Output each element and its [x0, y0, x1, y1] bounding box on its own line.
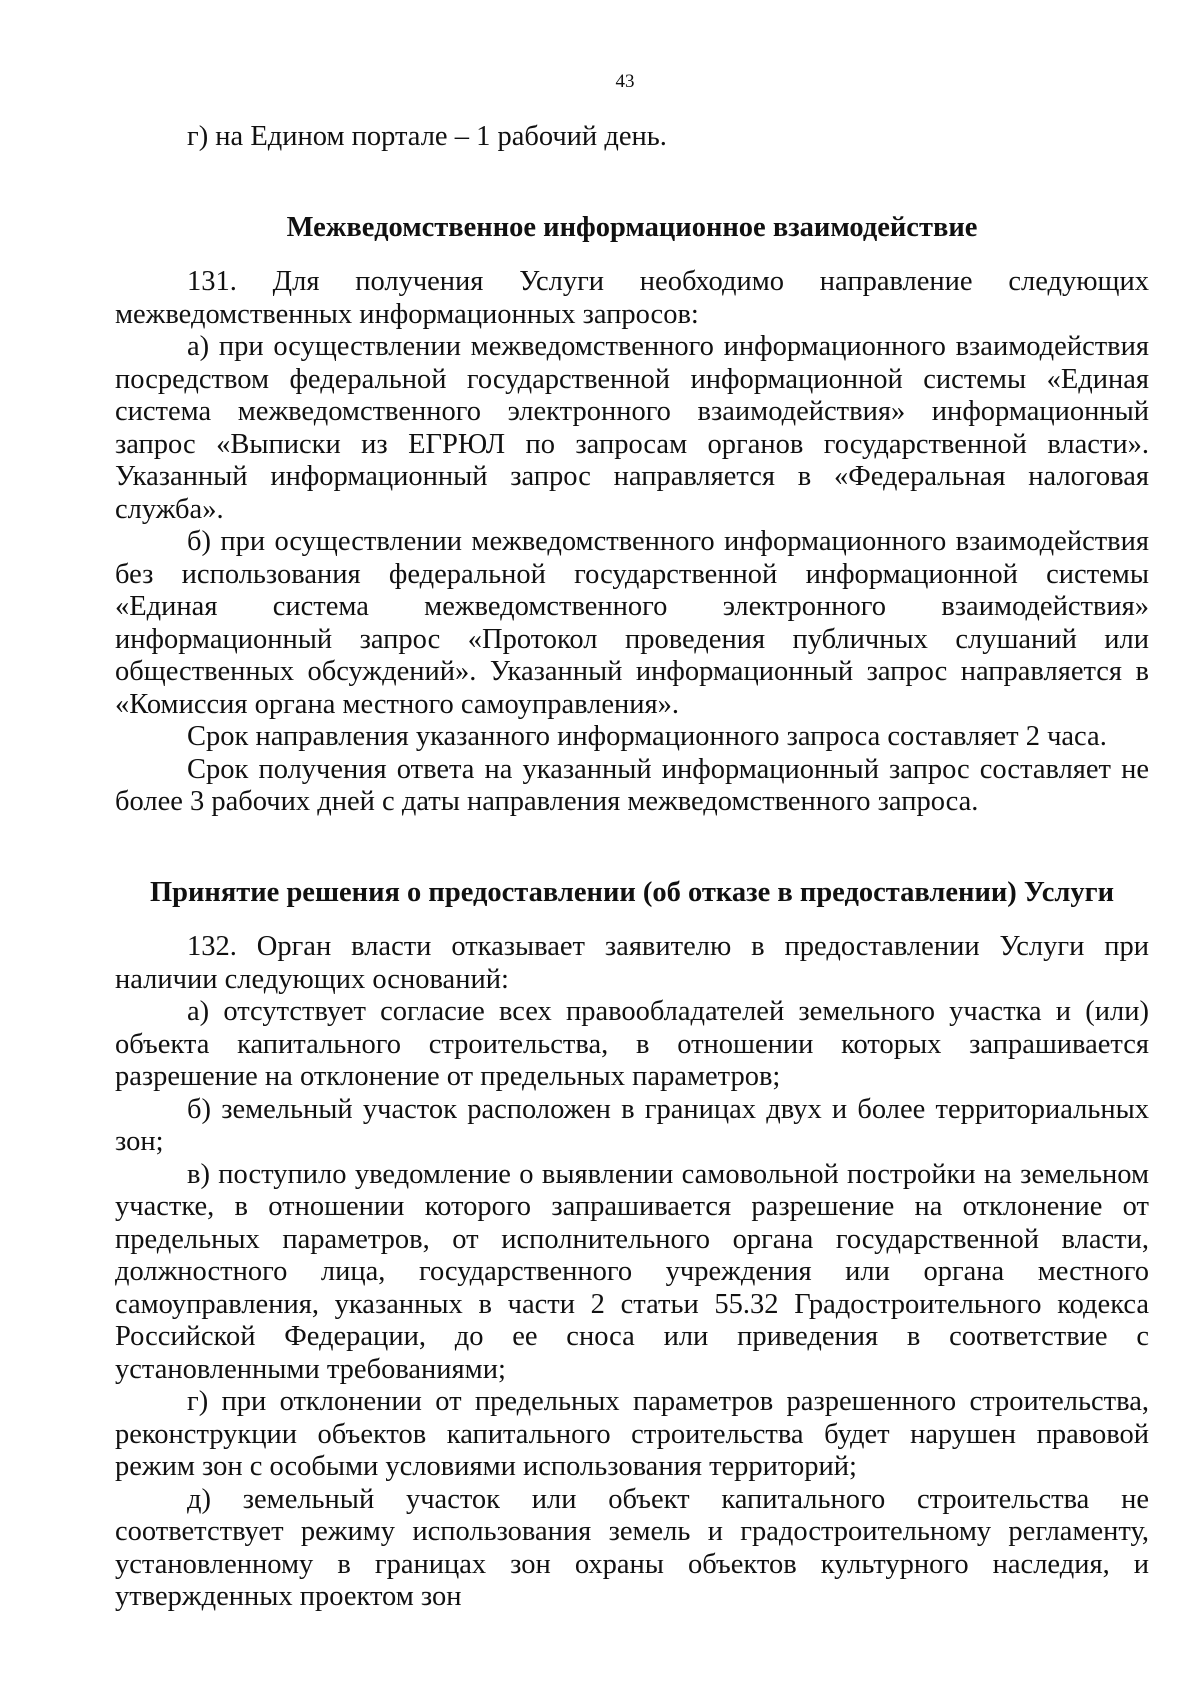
paragraph: в) поступило уведомление о выявлении самовольной постройки на земельном участке, в отношении которого запрашивается разрешение на отклонение от предельных параметров, от исполнительного органа государственной власти, должностного лица, государственного учреждения или органа местного самоуправления, указанных в части 2 статьи 55.32 Градостроительного кодекса Российской Федерации, до ее сноса или приведения в соответствие с установленными требованиями; [115, 1158, 1149, 1385]
paragraph: 131. Для получения Услуги необходимо направление следующих межведомственных информационных запросов: [115, 266, 1149, 330]
paragraph: Срок получения ответа на указанный информационный запрос составляет не более 3 рабочих дней с даты направления межведомственного запроса. [115, 753, 1149, 817]
page-number: 43 [615, 71, 635, 92]
paragraph: б) при осуществлении межведомственного информационного взаимодействия без использования федеральной государственной информационной системы «Единая система межведомственного электронного взаимодействия» информационный запрос «Протокол проведения публичных слушаний или общественных обсуждений». Указанный информационный запрос направляется в «Комиссия органа местного самоуправления». [115, 526, 1149, 720]
paragraph: а) при осуществлении межведомственного информационного взаимодействия посредством федеральной государственной информационной системы «Единая система межведомственного электронного взаимодействия» информационный запрос «Выписки из ЕГРЮЛ по запросам органов государственной власти». Указанный информационный запрос направляется в «Федеральная налоговая служба». [115, 331, 1149, 525]
section-heading-decision: Принятие решения о предоставлении (об отказе в предоставлении) Услуги [149, 876, 1114, 908]
paragraph: Срок направления указанного информационного запроса составляет 2 часа. [187, 721, 1107, 752]
paragraph: а) отсутствует согласие всех правообладателей земельного участка и (или) объекта капитального строительства, в отношении которых запрашивается разрешение на отклонение от предельных параметров; [115, 996, 1149, 1092]
paragraph: д) земельный участок или объект капитального строительства не соответствует режиму использования земель и градостроительному регламенту, установленному в границах зон охраны объектов культурного наследия, и утвержденных проектом зон [115, 1483, 1149, 1612]
document-body [115, 121, 1149, 1614]
paragraph: г) на Едином портале – 1 рабочий день. [187, 121, 667, 152]
paragraph: 132. Орган власти отказывает заявителю в предоставлении Услуги при наличии следующих оснований: [115, 931, 1149, 995]
paragraph: г) при отклонении от предельных параметров разрешенного строительства, реконструкции объектов капитального строительства будет нарушен правовой режим зон с особыми условиями использования территорий; [115, 1386, 1149, 1482]
paragraph: б) земельный участок расположен в границах двух и более территориальных зон; [115, 1093, 1149, 1157]
section-heading-interagency: Межведомственное информационное взаимодействие [286, 211, 978, 243]
